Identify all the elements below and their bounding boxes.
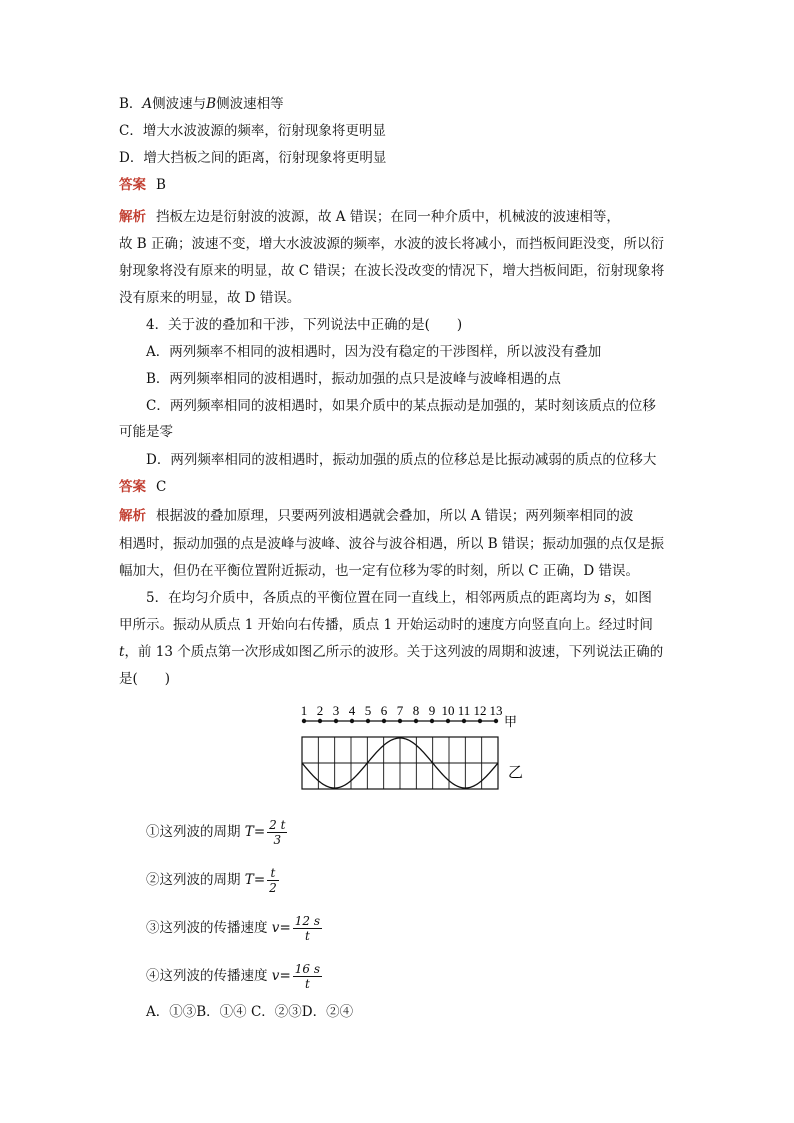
point-labels [301,703,503,718]
q4-option-b: B．两列频率相同的波相遇时，振动加强的点只是波峰与波峰相遇的点 [146,371,561,387]
d-option: D．增大挡板之间的距离，衍射现象将更明显 [119,150,387,166]
particle-dot [430,719,434,723]
point-label: 2 [316,703,324,718]
answer-heading: 答案 [119,479,146,495]
fraction: $\frac{16 s}{t}$ [294,962,320,991]
statement-2: ②这列波的周期 T= $\frac{t}{2}$ [146,866,277,895]
point-label: 5 [364,703,372,718]
particle-dot [366,719,370,723]
answer-value: C [156,479,167,495]
label-yi: 乙 [508,765,524,781]
statement-4: ④这列波的传播速度 v= $\frac{16 s}{t}$ [146,962,320,991]
wave-figure [296,701,536,793]
explanation-2: 解析 根据波的叠加原理，只要两列波相遇就会叠加，所以 A 错误；两列频率相同的波 [119,508,634,524]
answer-1 [119,175,166,195]
explanation-2-line-2: 相遇时，振动加强的点是波峰与波峰、波谷与波谷相遇，所以 B 错误；振动加强的点仅是振 [119,536,665,552]
particle-dot [414,719,418,723]
particle-dot [446,719,450,723]
answer-2 [119,477,166,497]
point-label: 6 [380,703,388,718]
point-label: 3 [332,703,340,718]
fraction: $\frac{12 s}{t}$ [294,914,320,943]
statement-1: ①这列波的周期 T= $\frac{2 t}{3}$ [146,818,286,847]
q4-option-a: A．两列频率不相同的波相遇时，因为没有稳定的干涉图样，所以波没有叠加 [146,344,602,360]
answer-value: B [156,177,166,193]
point-label: 13 [489,703,503,718]
explanation-1-line-4: 没有原来的明显，故 D 错误。 [119,290,301,306]
question-5-line-4: 是( ) [119,671,171,687]
explanation-2-line-3: 幅加大，但仍在平衡位置附近振动，也一定有位移为零的时刻，所以 C 正确，D 错误。 [119,563,640,579]
particle-dot [478,719,482,723]
point-label: 7 [396,703,404,718]
explanation-heading: 解析 [119,508,146,524]
question-5: 5．在均匀介质中，各质点的平衡位置在同一直线上，相邻两质点的距离均为 s，如图 [146,590,652,606]
explanation-1: 解析 挡板左边是衍射波的波源，故 A 错误；在同一种介质中，机械波的波速相等， [119,209,620,225]
point-label: 10 [441,703,455,718]
particle-dot [334,719,338,723]
point-label: 9 [428,703,436,718]
wave-grid [302,737,498,789]
q4-option-c-cont: 可能是零 [119,424,173,440]
q4-option-d: D．两列频率相同的波相遇时，振动加强的质点的位移总是比振动减弱的质点的位移大 [146,452,657,468]
label-jia: 甲 [504,714,518,729]
question-5-line-2: 甲所示。振动从质点 1 开始向右传播，质点 1 开始运动时的速度方向竖直向上。经过时间 [119,617,653,633]
question-4: 4．关于波的叠加和干涉，下列说法中正确的是( ) [146,317,463,333]
point-label: 1 [300,703,308,718]
fraction: $\frac{2 t}{3}$ [269,818,286,847]
particle-dot [302,719,306,723]
b-option: B．A侧波速与B侧波速相等 [119,96,284,112]
particle-dot [398,719,402,723]
statement-3: ③这列波的传播速度 v= $\frac{12 s}{t}$ [146,914,320,943]
explanation-1-line-3: 射现象将没有原来的明显，故 C 错误；在波长没改变的情况下，增大挡板间距，衍射现象将 [119,263,665,279]
explanation-heading: 解析 [119,209,146,225]
answer-choices: A．①③B．①④ C．②③D．②④ [146,1004,354,1020]
question-5-line-3: t，前 13 个质点第一次形成如图乙所示的波形。关于这列波的周期和波速，下列说法正确的 [119,644,664,660]
c-option: C．增大水波波源的频率，衍射现象将更明显 [119,123,386,139]
point-label: 4 [348,703,356,718]
explanation-1-line-2: 故 B 正确；波速不变，增大水波波源的频率，水波的波长将减小，而挡板间距没变，所以衍 [119,236,665,252]
particle-dot [318,719,322,723]
particle-dot [462,719,466,723]
particle-dot [382,719,386,723]
point-label: 12 [473,703,487,718]
fraction: $\frac{t}{2}$ [269,866,277,895]
point-label: 11 [457,703,471,718]
q4-option-c: C．两列频率相同的波相遇时，如果介质中的某点振动是加强的，某时刻该质点的位移 [146,398,656,414]
particle-dot [494,719,498,723]
particle-dot [350,719,354,723]
point-label: 8 [412,703,420,718]
answer-heading: 答案 [119,177,146,193]
